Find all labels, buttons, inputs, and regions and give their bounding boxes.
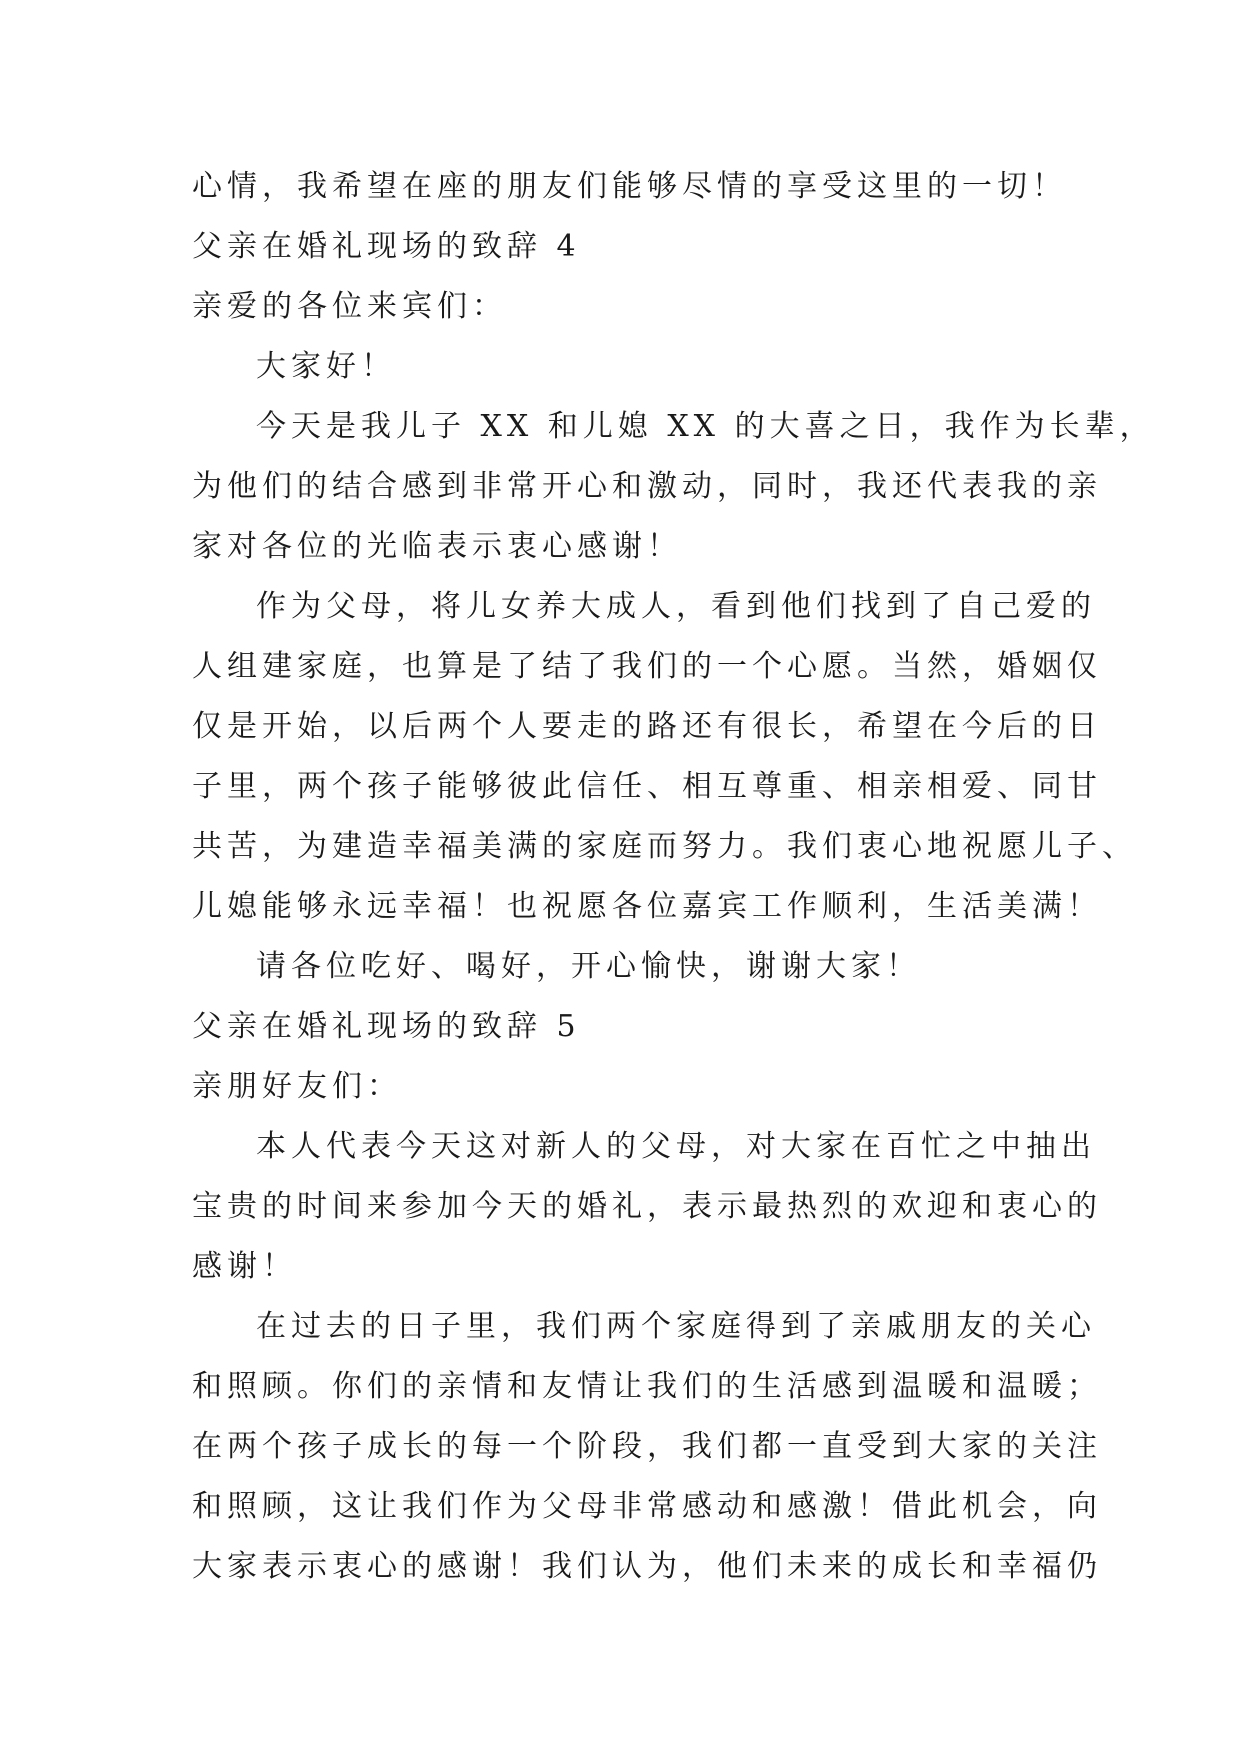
text-line: 今天是我儿子 XX 和儿媳 XX 的大喜之日，我作为长辈， — [256, 409, 1155, 444]
text-line: 和照顾。你们的亲情和友情让我们的生活感到温暖和温暖； — [192, 1369, 1102, 1404]
document-body — [192, 157, 1155, 1597]
text-line: 请各位吃好、喝好，开心愉快，谢谢大家！ — [256, 949, 921, 984]
text-line: 为他们的结合感到非常开心和激动，同时，我还代表我的亲 — [192, 469, 1102, 504]
text-line: 家对各位的光临表示衷心感谢！ — [192, 529, 682, 564]
text-line: 共苦，为建造幸福美满的家庭而努力。我们衷心地祝愿儿子、 — [192, 829, 1137, 864]
text-line: 大家好！ — [256, 349, 396, 384]
text-line: 和照顾，这让我们作为父母非常感动和感激！借此机会，向 — [192, 1489, 1102, 1524]
text-line: 心情，我希望在座的朋友们能够尽情的享受这里的一切！ — [192, 169, 1067, 204]
salutation: 亲爱的各位来宾们： — [192, 289, 507, 324]
text-line: 本人代表今天这对新人的父母，对大家在百忙之中抽出 — [256, 1129, 1096, 1164]
section-heading: 父亲在婚礼现场的致辞 5 — [192, 1009, 581, 1044]
text-line: 在两个孩子成长的每一个阶段，我们都一直受到大家的关注 — [192, 1429, 1102, 1464]
text-line: 子里，两个孩子能够彼此信任、相互尊重、相亲相爱、同甘 — [192, 769, 1102, 804]
text-line: 感谢！ — [192, 1249, 297, 1284]
text-line: 仅是开始，以后两个人要走的路还有很长，希望在今后的日 — [192, 709, 1102, 744]
section-heading: 父亲在婚礼现场的致辞 4 — [192, 229, 581, 264]
text-line: 人组建家庭，也算是了结了我们的一个心愿。当然，婚姻仅 — [192, 649, 1102, 684]
text-line: 儿媳能够永远幸福！也祝愿各位嘉宾工作顺利，生活美满！ — [192, 889, 1102, 924]
text-line: 大家表示衷心的感谢！我们认为，他们未来的成长和幸福仍 — [192, 1549, 1102, 1584]
text-line: 在过去的日子里，我们两个家庭得到了亲戚朋友的关心 — [256, 1309, 1096, 1344]
text-line: 作为父母，将儿女养大成人，看到他们找到了自己爱的 — [256, 589, 1096, 624]
salutation: 亲朋好友们： — [192, 1069, 402, 1104]
text-line: 宝贵的时间来参加今天的婚礼，表示最热烈的欢迎和衷心的 — [192, 1189, 1102, 1224]
